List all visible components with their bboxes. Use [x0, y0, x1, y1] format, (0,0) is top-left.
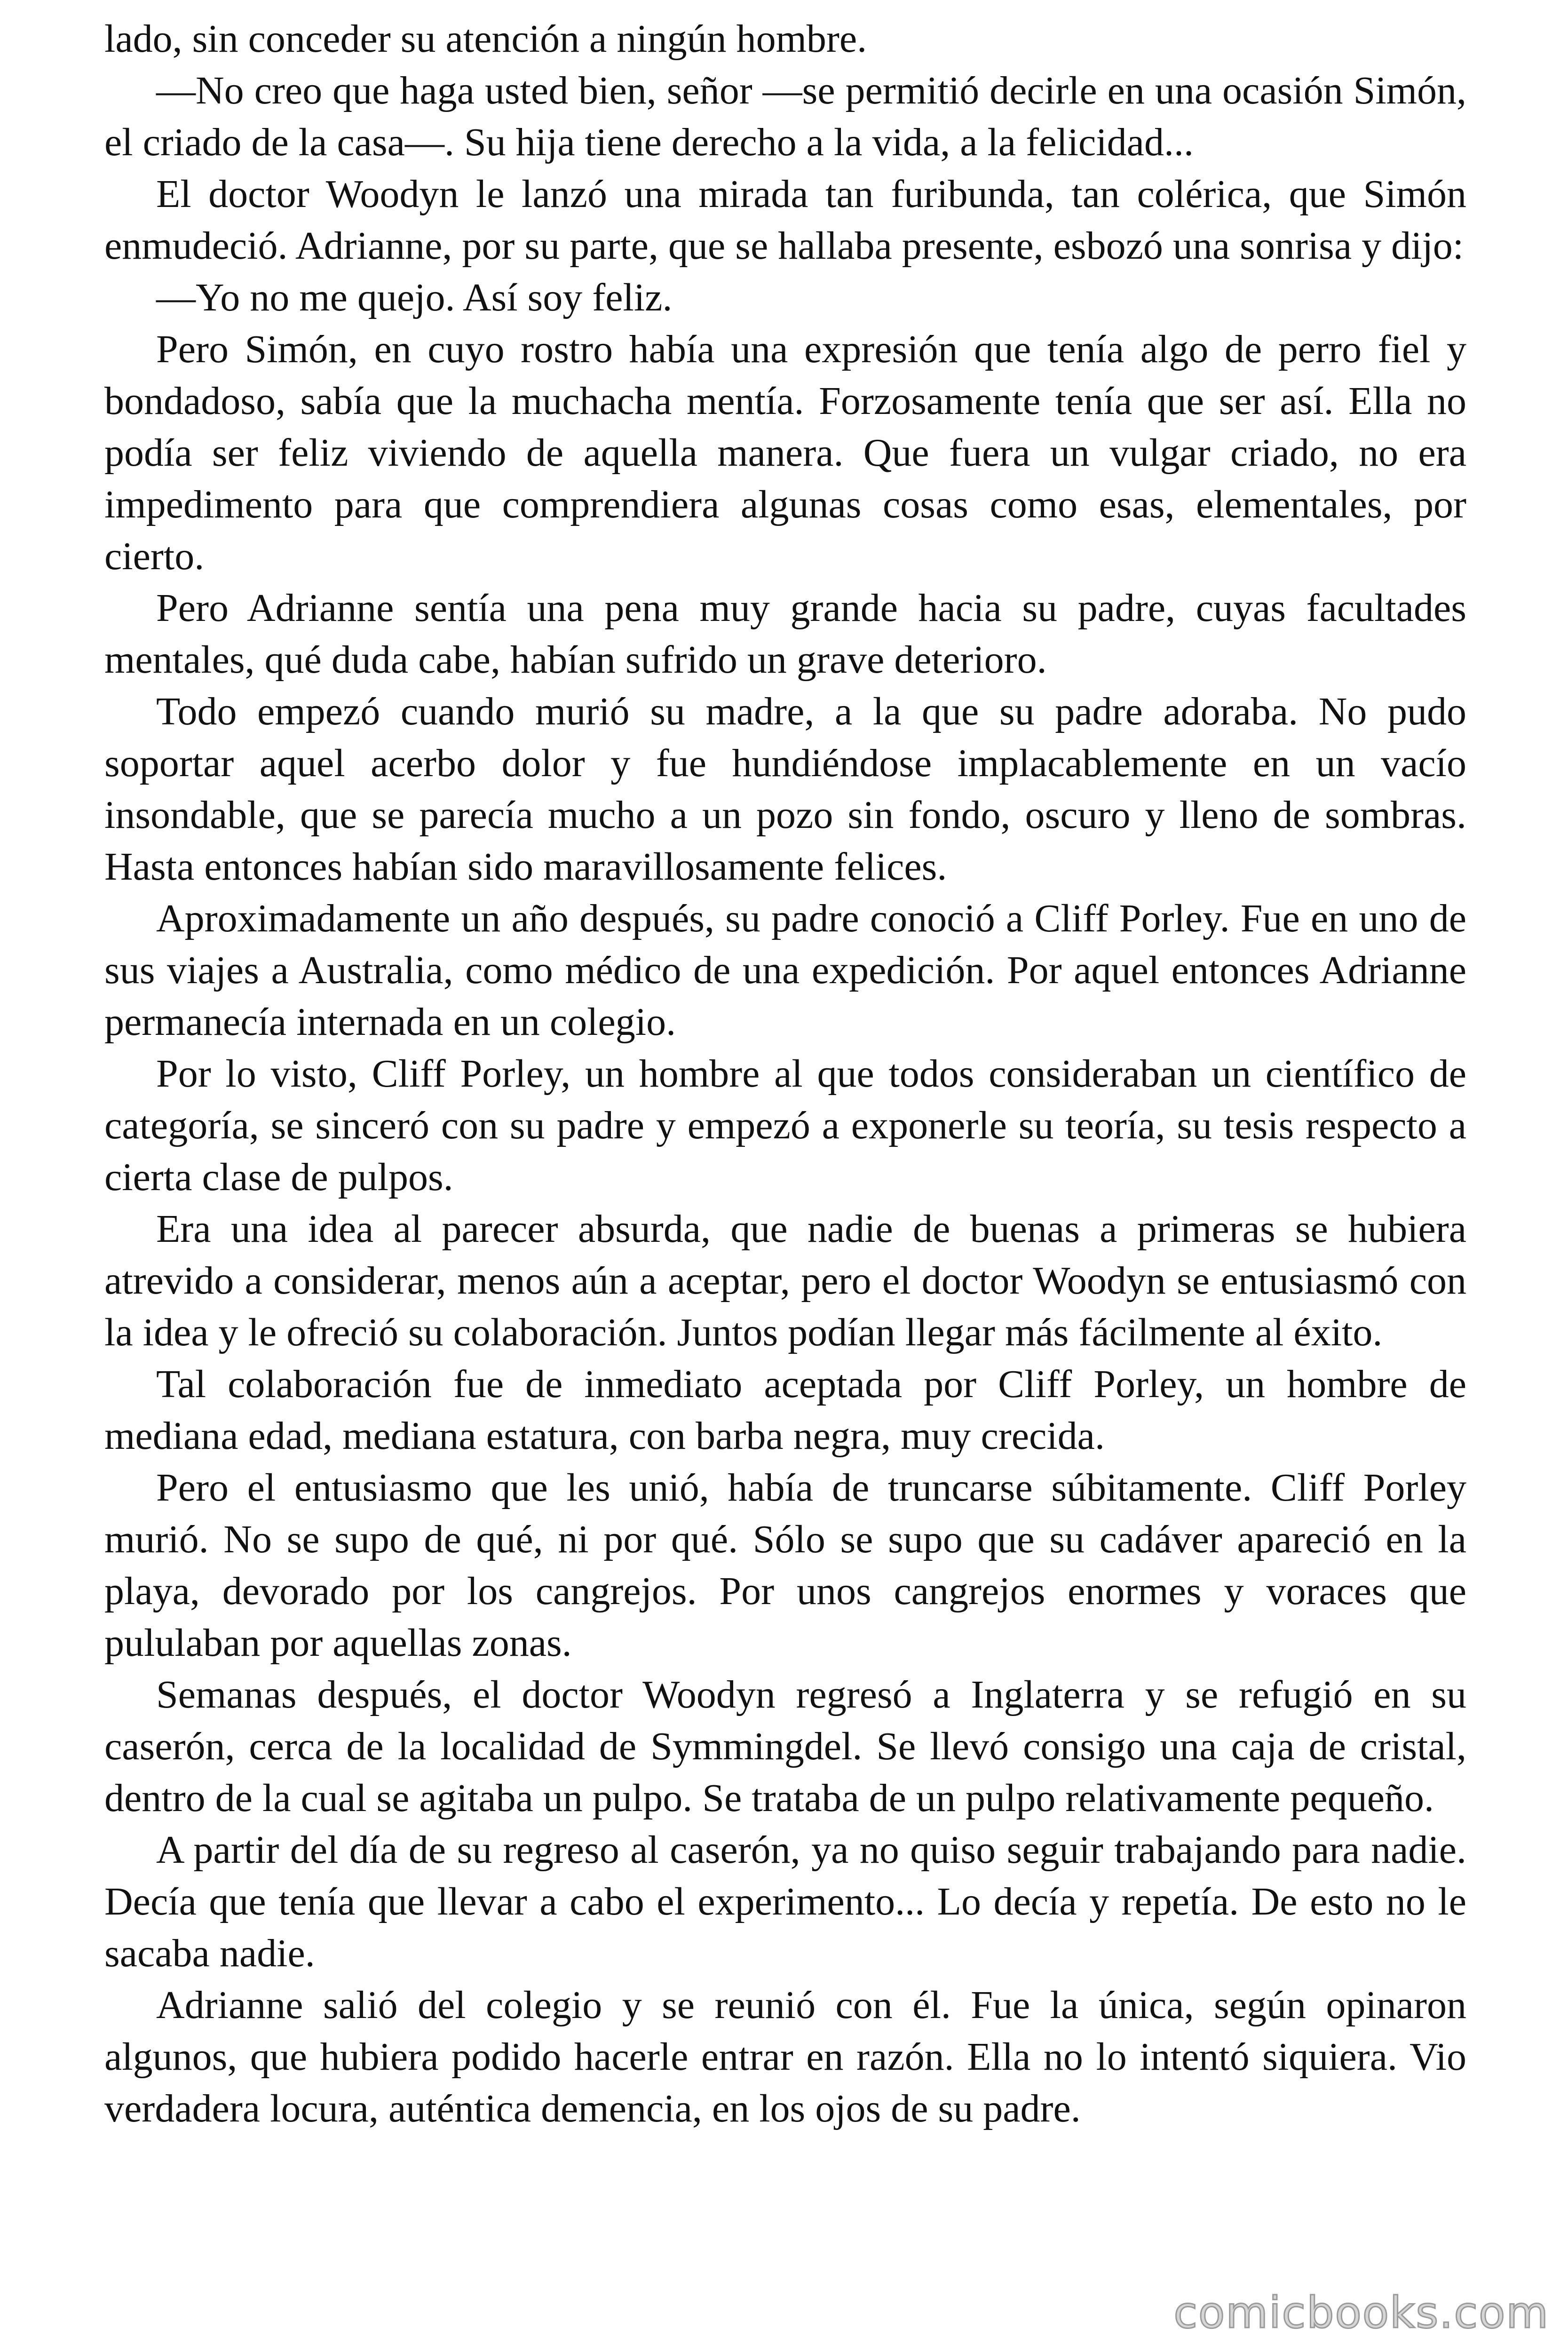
paragraph-12: Pero el entusiasmo que les unió, había de truncarse súbitamente. Cliff Porley murió. No se supo de qué, ni por qué. Sólo se supo que su cadáver apareció en la playa, devorado por los cangrejos. Por unos cangrejos enormes y voraces que pululaban por aquellas zonas. [104, 1466, 1466, 1665]
paragraph-11: Tal colaboración fue de inmediato aceptada por Cliff Porley, un hombre de mediana edad, mediana estatura, con barba negra, muy crecida. [104, 1362, 1466, 1458]
body-text [104, 13, 1466, 2135]
paragraph-14: A partir del día de su regreso al caserón, ya no quiso seguir trabajando para nadie. Decía que tenía que llevar a cabo el experimento... Lo decía y repetía. De esto no le sacaba nadie. [104, 1828, 1466, 1975]
paragraph-2: —No creo que haga usted bien, señor —se permitió decirle en una ocasión Simón, el criado de la casa—. Su hija tiene derecho a la vida, a la felicidad... [104, 69, 1466, 164]
paragraph-8: Aproximadamente un año después, su padre conoció a Cliff Porley. Fue en uno de sus viajes a Australia, como médico de una expedición. Por aquel entonces Adrianne permanecía internada en un colegio. [104, 897, 1466, 1044]
watermark: comicbooks.com [1173, 2288, 1549, 2338]
paragraph-3: El doctor Woodyn le lanzó una mirada tan furibunda, tan colérica, que Simón enmudeció. Adrianne, por su parte, que se hallaba presente, esbozó una sonrisa y dijo: [104, 172, 1466, 268]
paragraph-13: Semanas después, el doctor Woodyn regresó a Inglaterra y se refugió en su caserón, cerca de la localidad de Symmingdel. Se llevó consigo una caja de cristal, dentro de la cual se agitaba un pulpo. Se trataba de un pulpo relativamente pequeño. [104, 1673, 1466, 1820]
paragraph-7: Todo empezó cuando murió su madre, a la que su padre adoraba. No pudo soportar aquel acerbo dolor y fue hundiéndose implacablemente en un vacío insondable, que se parecía mucho a un pozo sin fondo, oscuro y lleno de sombras. Hasta entonces habían sido maravillosamente felices. [104, 690, 1466, 889]
paragraph-5: Pero Simón, en cuyo rostro había una expresión que tenía algo de perro fiel y bondadoso, sabía que la muchacha mentía. Forzosamente tenía que ser así. Ella no podía ser feliz viviendo de aquella manera. Que fuera un vulgar criado, no era impedimento para que comprendiera algunas cosas como esas, elementales, por cierto. [104, 327, 1466, 578]
paragraph-1: lado, sin conceder su atención a ningún hombre. [104, 17, 867, 61]
paragraph-9: Por lo visto, Cliff Porley, un hombre al que todos consideraban un científico de categoría, se sinceró con su padre y empezó a exponerle su teoría, su tesis respecto a cierta clase de pulpos. [104, 1052, 1466, 1199]
paragraph-4: —Yo no me quejo. Así soy feliz. [156, 276, 673, 319]
paragraph-15: Adrianne salió del colegio y se reunió con él. Fue la única, según opinaron algunos, que hubiera podido hacerle entrar en razón. Ella no lo intentó siquiera. Vio verdadera locura, auténtica demencia, en los ojos de su padre. [104, 1983, 1466, 2130]
paragraph-6: Pero Adrianne sentía una pena muy grande hacia su padre, cuyas facultades mentales, qué duda cabe, habían sufrido un grave deterioro. [104, 586, 1466, 682]
paragraph-10: Era una idea al parecer absurda, que nadie de buenas a primeras se hubiera atrevido a considerar, menos aún a aceptar, pero el doctor Woodyn se entusiasmó con la idea y le ofreció su colaboración. Juntos podían llegar más fácilmente al éxito. [104, 1207, 1466, 1354]
